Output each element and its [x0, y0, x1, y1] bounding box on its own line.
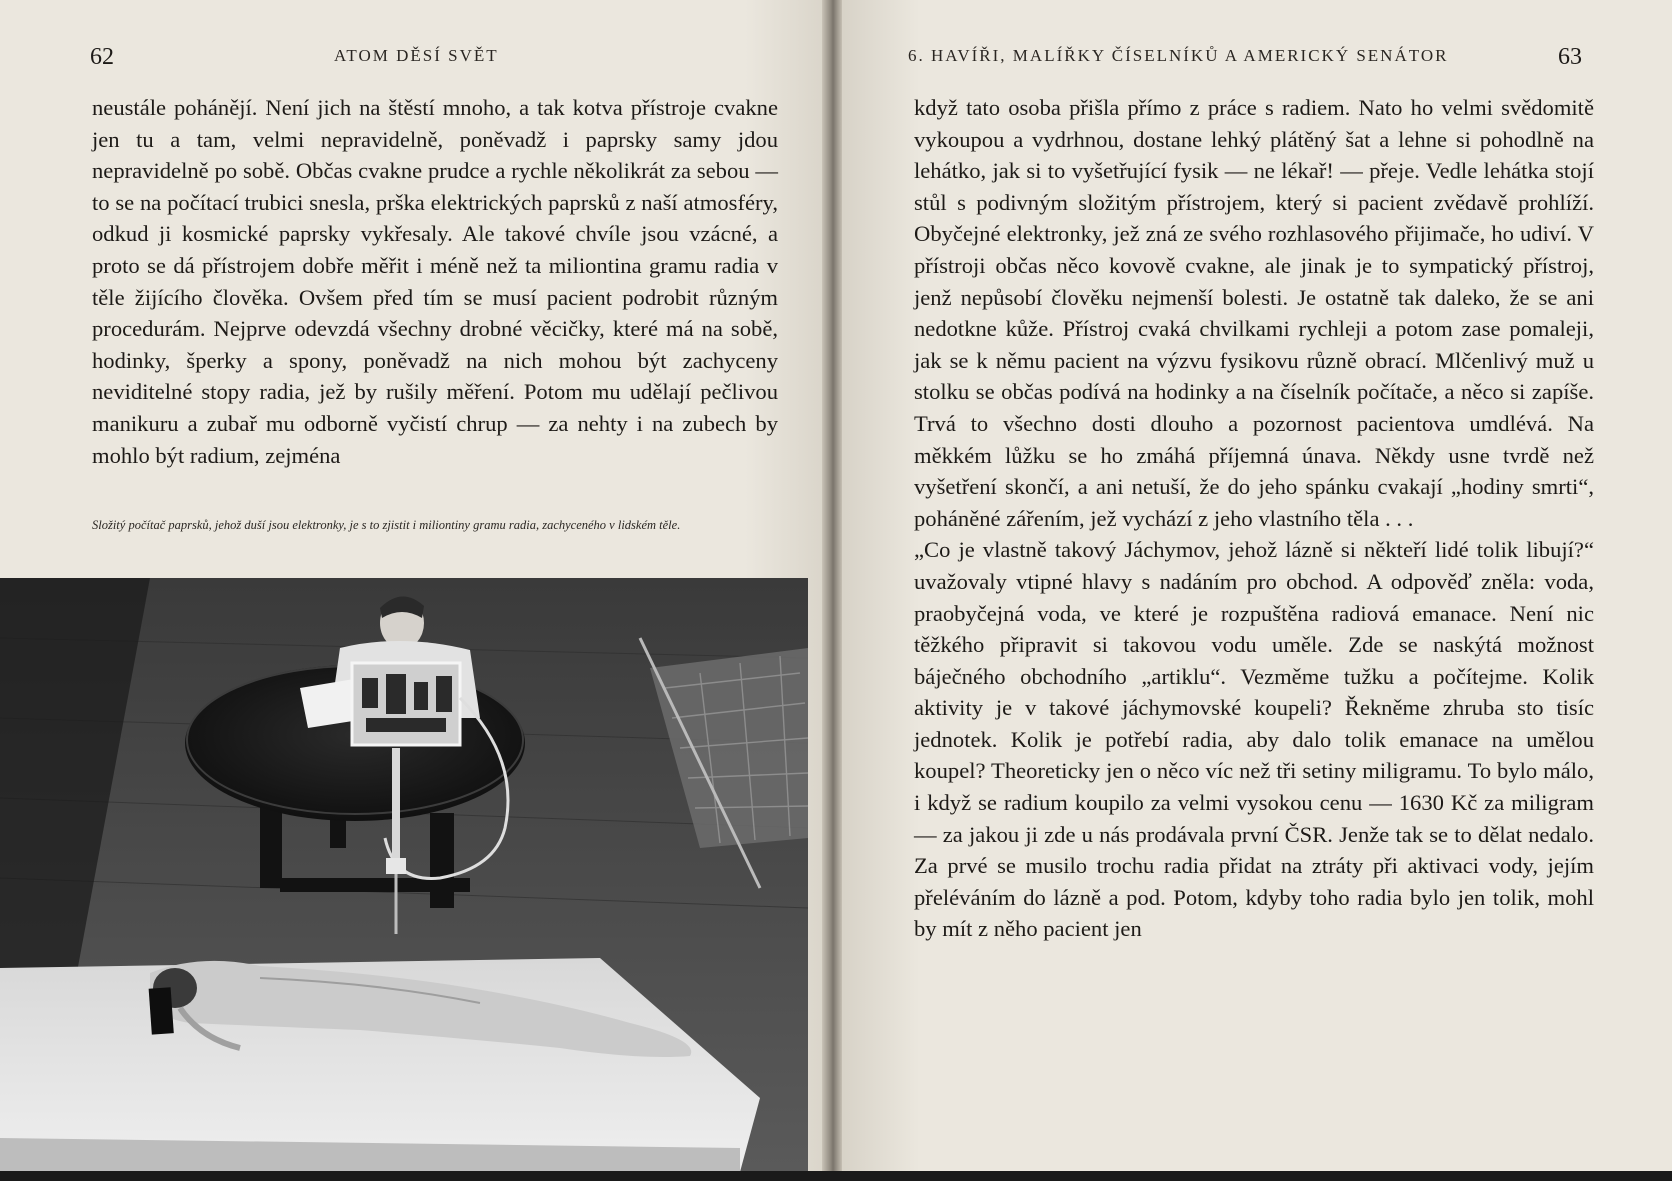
- left-page-number: 62: [90, 44, 114, 70]
- right-running-head: 6. HAVÍŘI, MALÍŘKY ČÍSELNÍKŮ A AMERICKÝ SENÁTOR: [908, 46, 1449, 65]
- left-page: [0, 0, 828, 1172]
- right-page: [836, 0, 1672, 1172]
- book-gutter: [822, 0, 842, 1181]
- right-page-number: 63: [1558, 44, 1582, 70]
- left-paragraph-1: neustále pohánějí. Není jich na štěstí mnoho, a tak kotva přístroje cvakne jen tu a tam, velmi nepravidelně, poněvadž i paprsky samy jdou nepravidelně po sobě. Občas cvakne prudce a rychle několikrát za sebou — to se na počítací trubici snesla, prška elektrických paprsků z naší atmosféry, odkud ji kosmické paprsky vykřesaly. Ale takové chvíle jsou vzácné, a proto se dá přístrojem dobře měřit i méně než ta miliontina gramu radia v těle žijícího člověka. Ovšem před tím se musí pacient podrobit různým procedurám. Nejprve odevzdá všechny drobné věcičky, které má na sobě, hodinky, šperky a spony, poněvadž na nich mohou být zachyceny neviditelné stopy radia, jež by rušily měření. Potom mu udělají pečlivou manikuru a zubař mu odborně vyčistí chrup — za nehty i na zubech by mohlo být radium, zejména: [92, 95, 778, 468]
- left-body-text: [92, 92, 778, 471]
- right-body-text: [914, 92, 1594, 945]
- photo-caption: Složitý počítač paprsků, jehož duší jsou elektronky, je s to zjistit i miliontiny gramu radia, zachyceného v lidském těle.: [92, 518, 681, 532]
- right-paragraph-2: „Co je vlastně takový Jáchymov, jehož lázně si někteří lidé tolik libují?“ uvažovaly vtipné hlavy s nadáním pro obchod. A odpověď zněla: voda, praobyčejná voda, ve které je rozpuštěna radiová emanace. Není nic těžkého připravit si takovou vodu uměle. Zde se naskýtá možnost báječného obchodního „artiklu“. Vezměme tužku a počítejme. Kolik aktivity je v takové jáchymovské koupeli? Řekněme zhruba sto tisíc jednotek. Kolik je potřebí radia, aby dalo tolik emanace na umělou koupel? Theoreticky jen o něco víc než tři setiny miligramu. To bylo málo, i když se radium koupilo za velmi vysokou cenu — 1630 Kč za miligram — za jakou ji zde u nás prodávala první ČSR. Jenže tak se to dělat nedalo. Za prvé se musilo trochu radia přidat na ztráty při aktivaci vody, jejím přeléváním do lázně a pod. Potom, kdyby toho radia bylo jen tolik, mohl by mít z něho pacient jen: [914, 537, 1594, 942]
- right-paragraph-1: když tato osoba přišla přímo z práce s radiem. Nato ho velmi svědomitě vykoupou a vydrhnou, dostane lehký plátěný šat a lehne si pohodlně na lehátko, jak si to vyšetřující fysik — ne lékař! — přeje. Vedle lehátka stojí stůl s podivným složitým přístrojem, který si pacient zvědavě prohlíží. Obyčejné elektronky, jež zná ze svého rozhlasového přijimače, ho udiví. V přístroji občas něco kovově cvakne, ale jinak je to sympatický přístroj, jenž nepůsobí člověku nejmenší bolesti. Je ostatně tak daleko, že se ani nedotkne kůže. Přístroj cvaká chvilkami rychleji a potom zase pomaleji, jak se k němu pacient na výzvu fysikovu různě obrací. Mlčenlivý muž u stolku se občas podívá na hodinky a na číselník počítače, a něco si zapíše. Trvá to všechno dosti dlouho a pozornost pacientova umdlévá. Na měkkém lůžku se ho zmáhá příjemná únava. Někdy usne tvrdě než vyšetření skončí, a ani netuší, že do jeho spánku cvakají „hodiny smrti“, poháněné zářením, jež vychází z jeho vlastního těla . . .: [914, 95, 1594, 531]
- bottom-edge: [0, 1171, 1672, 1181]
- left-running-head: ATOM DĚSÍ SVĚT: [334, 46, 499, 65]
- photograph-radiation-measurement: [0, 578, 808, 1172]
- photo-illustration: [0, 578, 808, 1172]
